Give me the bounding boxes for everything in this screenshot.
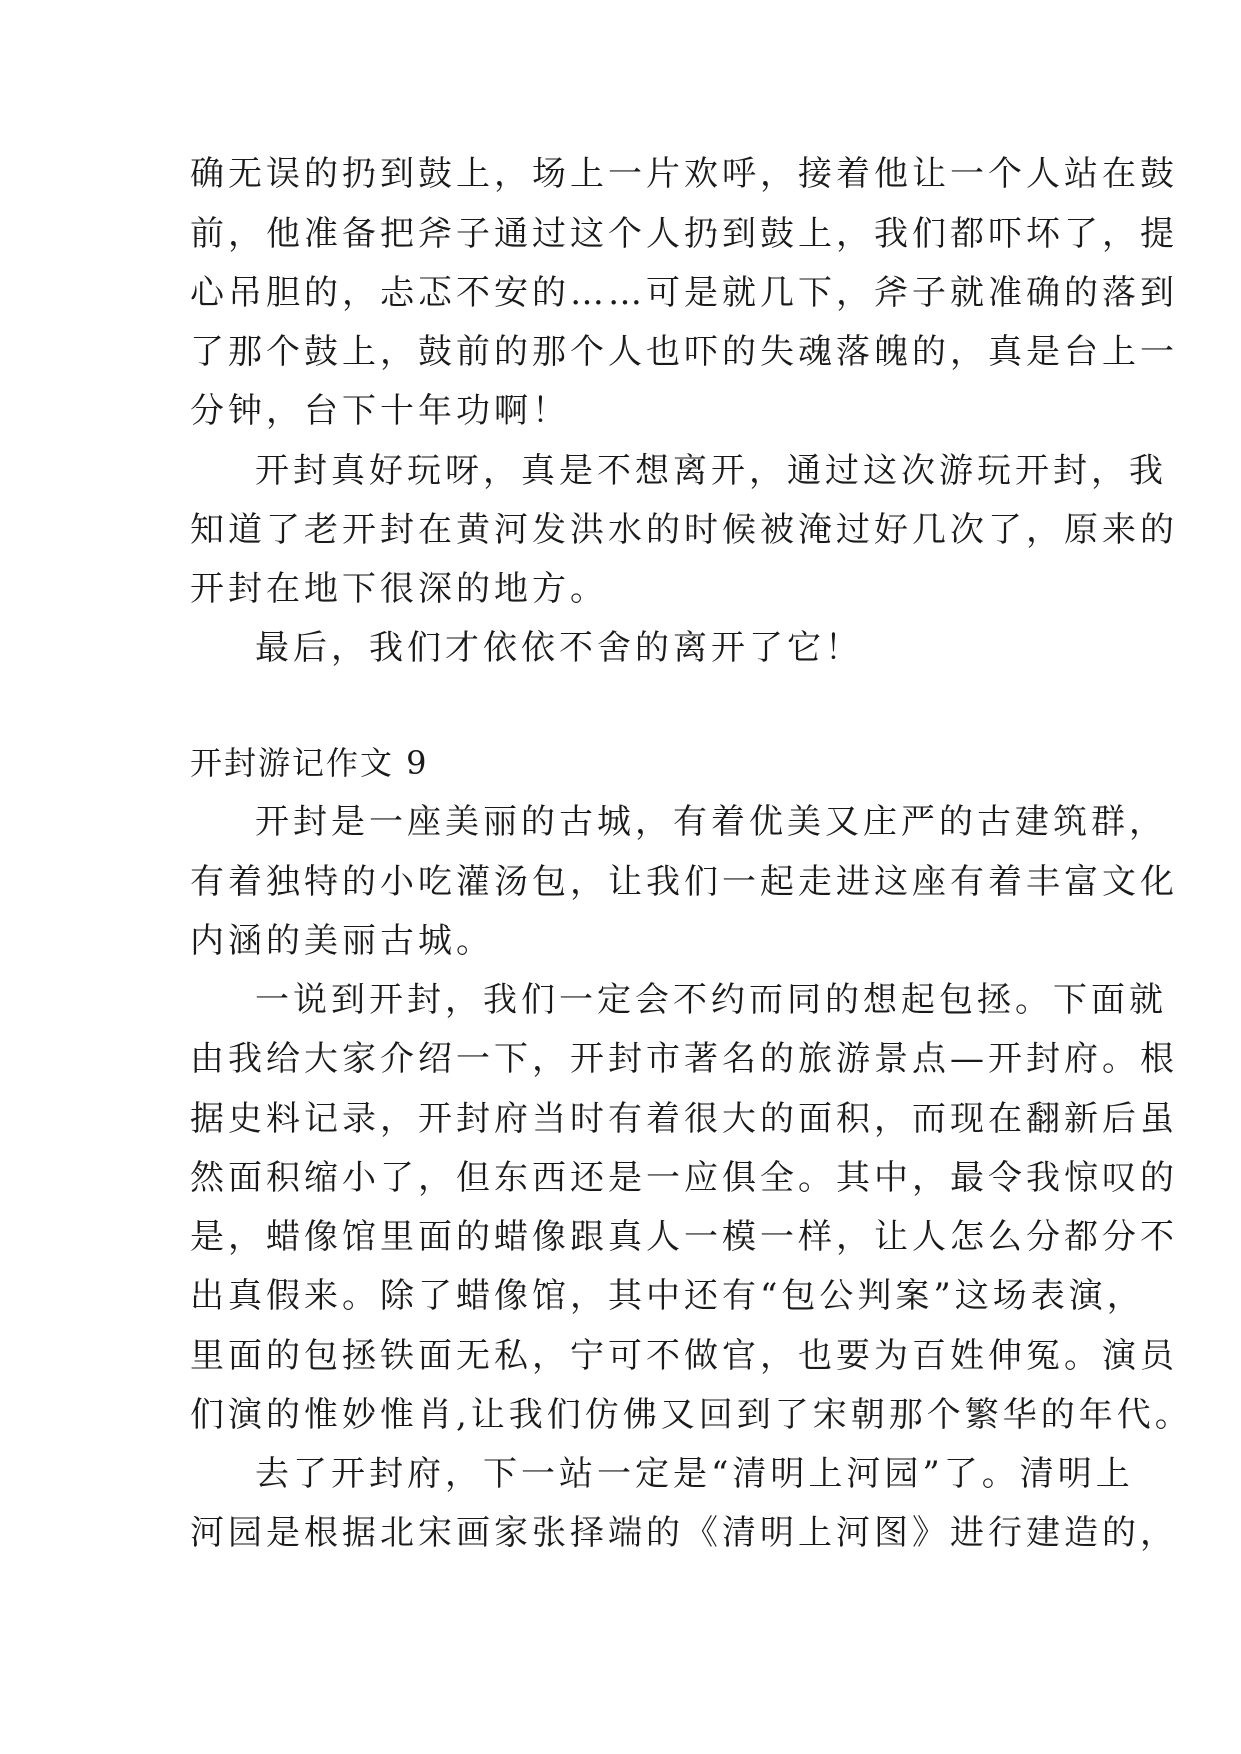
paragraph-line: 一说到开封，我们一定会不约而同的想起包拯。下面就 — [255, 980, 1167, 1020]
paragraph-line: 河园是根据北宋画家张择端的《清明上河图》进行建造的， — [190, 1513, 1178, 1553]
section-heading: 开封游记作文 9 — [190, 744, 429, 782]
paragraph-line: 开封真好玩呀，真是不想离开，通过这次游玩开封，我 — [255, 451, 1167, 491]
paragraph-line: 确无误的扔到鼓上，场上一片欢呼，接着他让一个人站在鼓 — [190, 154, 1178, 194]
paragraph-line: 们演的惟妙惟肖,让我们仿佛又回到了宋朝那个繁华的年代。 — [190, 1395, 1193, 1435]
paragraph-line: 去了开封府，下一站一定是“清明上河园”了。清明上 — [255, 1454, 1134, 1494]
paragraph-line: 最后，我们才依依不舍的离开了它！ — [255, 628, 863, 668]
paragraph-line: 内涵的美丽古城。 — [190, 921, 494, 961]
paragraph-line: 开封是一座美丽的古城，有着优美又庄严的古建筑群， — [255, 802, 1167, 842]
paragraph-line: 心吊胆的，忐忑不安的……可是就几下，斧子就准确的落到 — [190, 273, 1178, 313]
paragraph-line: 分钟，台下十年功啊！ — [190, 391, 570, 431]
paragraph-line: 里面的包拯铁面无私，宁可不做官，也要为百姓伸冤。演员 — [190, 1336, 1178, 1376]
paragraph-line: 知道了老开封在黄河发洪水的时候被淹过好几次了，原来的 — [190, 510, 1178, 550]
paragraph-line: 由我给大家介绍一下，开封市著名的旅游景点—开封府。根 — [190, 1039, 1178, 1079]
paragraph-line: 然面积缩小了，但东西还是一应俱全。其中，最令我惊叹的 — [190, 1158, 1178, 1198]
paragraph-line: 出真假来。除了蜡像馆，其中还有“包公判案”这场表演， — [190, 1276, 1145, 1316]
paragraph-line: 有着独特的小吃灌汤包，让我们一起走进这座有着丰富文化 — [190, 862, 1178, 902]
paragraph-line: 开封在地下很深的地方。 — [190, 569, 608, 609]
paragraph-line: 前，他准备把斧子通过这个人扔到鼓上，我们都吓坏了，提 — [190, 214, 1178, 254]
paragraph-line: 据史料记录，开封府当时有着很大的面积，而现在翻新后虽 — [190, 1099, 1178, 1139]
paragraph-line: 是，蜡像馆里面的蜡像跟真人一模一样，让人怎么分都分不 — [190, 1217, 1178, 1257]
paragraph-line: 了那个鼓上，鼓前的那个人也吓的失魂落魄的，真是台上一 — [190, 332, 1178, 372]
